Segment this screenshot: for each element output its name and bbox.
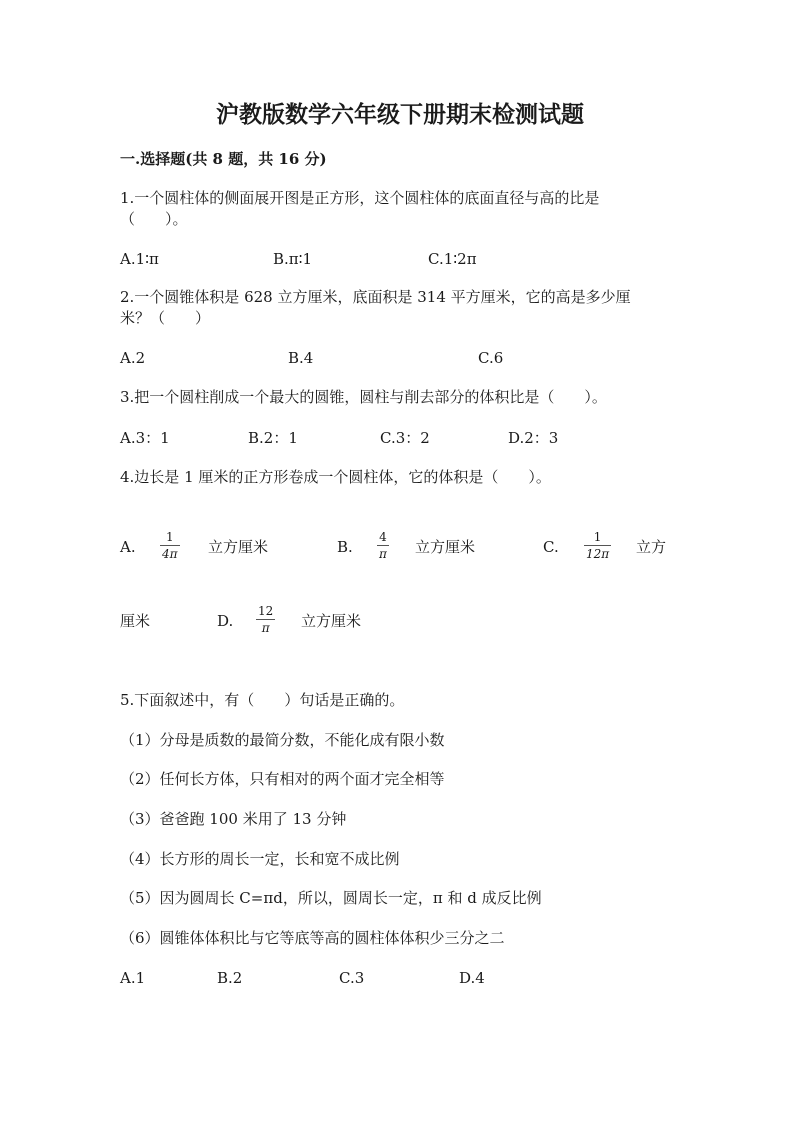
- question-5-statement-6: （6）圆锥体体积比与它等底等高的圆柱体体积少三分之二: [120, 929, 505, 947]
- question-1-text-line2: （ ）。: [120, 210, 188, 228]
- fraction-a: [160, 530, 180, 561]
- question-4-unit-c-part1: 立方: [636, 538, 667, 556]
- question-3-option-b[interactable]: B.2：1: [248, 429, 298, 447]
- question-4-option-b[interactable]: B.: [337, 538, 353, 556]
- question-4-option-c[interactable]: C.: [543, 538, 559, 556]
- question-2-option-a[interactable]: A.2: [120, 349, 146, 367]
- question-5-option-c[interactable]: C.3: [339, 969, 365, 987]
- question-1-option-b[interactable]: B.π∶1: [273, 250, 313, 268]
- question-2-option-c[interactable]: C.6: [478, 349, 504, 367]
- question-5-option-b[interactable]: B.2: [217, 969, 243, 987]
- question-3-text: 3.把一个圆柱削成一个最大的圆锥，圆柱与削去部分的体积比是（ ）。: [120, 388, 607, 406]
- question-1-option-a[interactable]: A.1∶π: [120, 250, 159, 268]
- page-title: 沪教版数学六年级下册期末检测试题: [216, 101, 584, 128]
- question-5-text: 5.下面叙述中，有（ ）句话是正确的。: [120, 691, 405, 709]
- question-2-text-line1: 2.一个圆锥体积是 628 立方厘米，底面积是 314 平方厘米，它的高是多少厘: [120, 288, 631, 306]
- question-3-option-d[interactable]: D.2：3: [508, 429, 559, 447]
- question-5-option-d[interactable]: D.4: [459, 969, 485, 987]
- question-4-text: 4.边长是 1 厘米的正方形卷成一个圆柱体，它的体积是（ ）。: [120, 468, 551, 486]
- section-heading: 一.选择题(共 8 题，共 16 分): [120, 150, 327, 168]
- question-2-option-b[interactable]: B.4: [288, 349, 314, 367]
- question-4-unit-a: 立方厘米: [208, 538, 269, 556]
- fraction-bar: [584, 545, 611, 546]
- fraction-bar: [160, 545, 180, 546]
- fraction-d-numerator: 12: [258, 604, 274, 618]
- question-5-statement-1: （1）分母是质数的最简分数，不能化成有限小数: [120, 731, 445, 749]
- question-1-text-line1: 1.一个圆柱体的侧面展开图是正方形，这个圆柱体的底面直径与高的比是: [120, 189, 600, 207]
- question-4-unit-c-part2: 厘米: [120, 612, 151, 630]
- fraction-a-denominator: 4π: [162, 547, 178, 561]
- question-2-text-line2: 米？（ ）: [120, 309, 211, 327]
- question-5-statement-2: （2）任何长方体，只有相对的两个面才完全相等: [120, 770, 445, 788]
- fraction-bar: [256, 619, 275, 620]
- question-5-statement-4: （4）长方形的周长一定，长和宽不成比例: [120, 850, 400, 868]
- question-5-statement-3: （3）爸爸跑 100 米用了 13 分钟: [120, 810, 347, 828]
- fraction-bar: [377, 545, 389, 546]
- fraction-b: [377, 530, 389, 561]
- question-3-option-c[interactable]: C.3：2: [380, 429, 430, 447]
- fraction-a-numerator: 1: [165, 530, 174, 544]
- fraction-c-denominator: 12π: [586, 547, 610, 561]
- question-5-statement-5: （5）因为圆周长 C=πd，所以，圆周长一定，π 和 d 成反比例: [120, 889, 542, 907]
- fraction-d-denominator: π: [261, 621, 270, 635]
- question-5-option-a[interactable]: A.1: [120, 969, 146, 987]
- question-4-option-d[interactable]: D.: [217, 612, 234, 630]
- question-1-option-c[interactable]: C.1∶2π: [428, 250, 477, 268]
- fraction-b-denominator: π: [379, 547, 387, 561]
- question-3-option-a[interactable]: A.3：1: [120, 429, 170, 447]
- fraction-c-numerator: 1: [593, 530, 602, 544]
- fraction-c: [584, 530, 611, 561]
- fraction-d: [256, 604, 275, 635]
- fraction-b-numerator: 4: [379, 530, 387, 544]
- question-4-unit-d: 立方厘米: [301, 612, 362, 630]
- question-4-unit-b: 立方厘米: [415, 538, 476, 556]
- question-4-option-a[interactable]: A.: [120, 538, 136, 556]
